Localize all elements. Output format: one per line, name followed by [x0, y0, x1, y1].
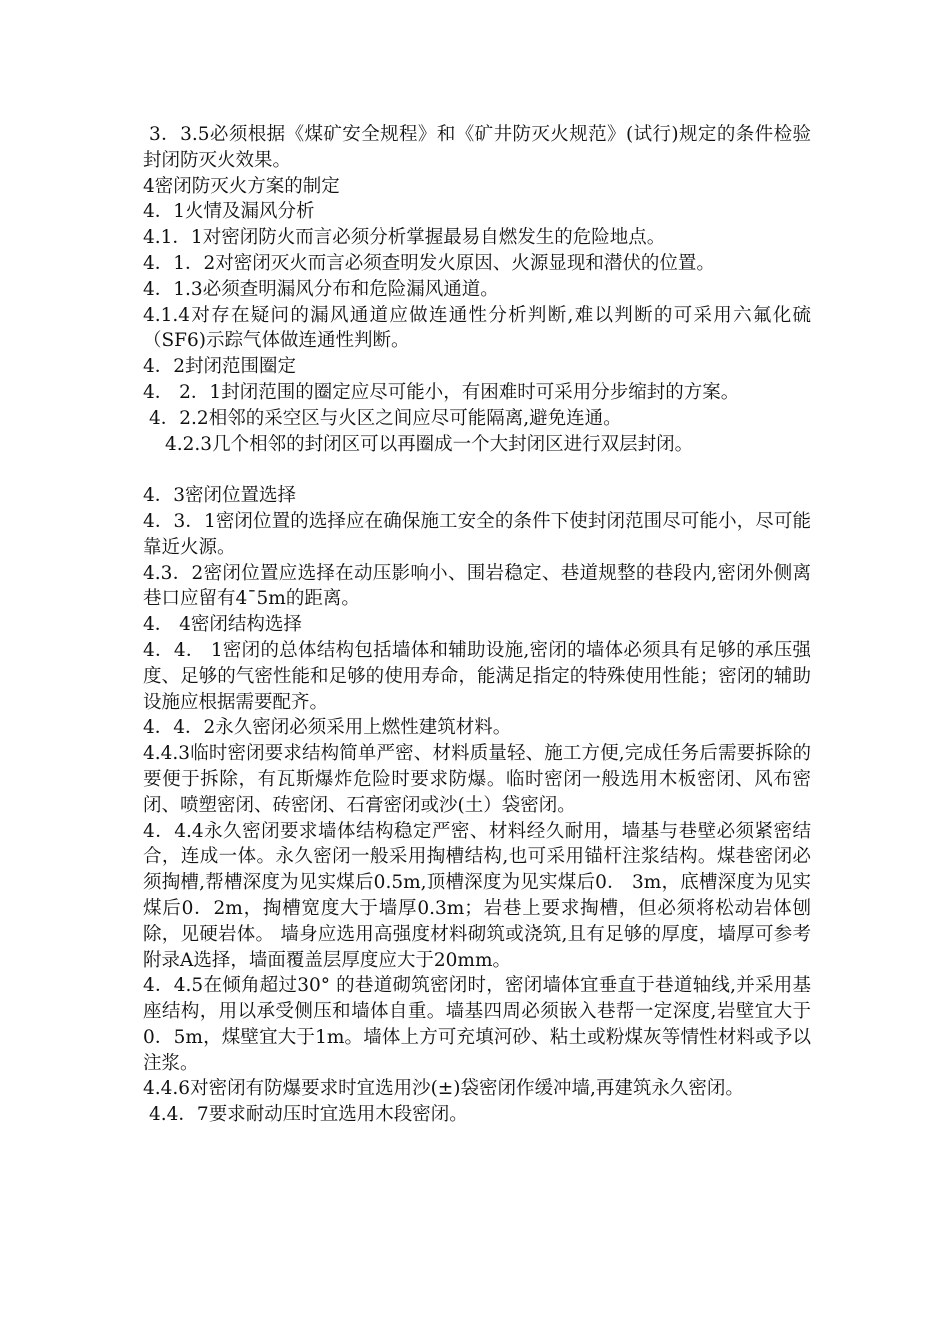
paragraph-4-3-1: 4．3．1密闭位置的选择应在确保施工安全的条件下使封闭范围尽可能小，尽可能靠近火源。 [143, 510, 811, 558]
paragraph-4-4-1: 4．4． 1密闭的总体结构包括墙体和辅助设施,密闭的墙体必须具有足够的承压强度、足够的气密性能和足够的使用寿命，能满足指定的特殊使用性能；密闭的辅助设施应根据需要配齐。 [143, 639, 811, 713]
paragraph-4-2-1: 4． 2．1封闭范围的圈定应尽可能小，有困难时可采用分步缩封的方案。 [143, 381, 740, 403]
paragraph-4-4-4: 4．4.4永久密闭要求墙体结构稳定严密、材料经久耐用，墙基与巷壁必须紧密结合，连成一体。永久密闭一般采用掏槽结构,也可采用锚杆注浆结构。煤巷密闭必须掏槽,帮槽深度为见实煤后0.5m,顶槽深度为见实煤后0． 3m，底槽深度为见实煤后0．2m，掏槽宽度大于墙厚0.3m；岩巷上要求掏槽，但必须将松动岩体刨除，见硬岩体。 墙身应选用高强度材料砌筑或浇筑,且有足够的厚度，墙厚可参考附录A选择，墙面覆盖层厚度应大于20mm。 [143, 820, 811, 971]
paragraph-4-4-2: 4．4．2永久密闭必须采用上燃性建筑材料。 [143, 717, 512, 739]
paragraph-4-1-3: 4．1.3必须查明漏风分布和危险漏风通道。 [143, 278, 499, 300]
paragraph-4-1-4: 4.1.4对存在疑问的漏风通道应做连通性分析判断,难以判断的可采用六氟化硫（SF6)示踪气体做连通性判断。 [143, 304, 811, 352]
heading-4-3: 4．3密闭位置选择 [143, 485, 297, 507]
heading-4-2: 4．2封闭范围圈定 [143, 356, 297, 378]
paragraph-4-2-2: 4．2.2相邻的采空区与火区之间应尽可能隔离,避免连通。 [149, 407, 622, 429]
paragraph-4-2-3: 4.2.3几个相邻的封闭区可以再圈成一个大封闭区进行双层封闭。 [165, 433, 694, 455]
blank-line [143, 457, 811, 483]
paragraph-4-4-6: 4.4.6对密闭有防爆要求时宜选用沙(±)袋密闭作缓冲墙,再建筑永久密闭。 [143, 1078, 744, 1100]
paragraph-3-3-5: 3．3.5必须根据《煤矿安全规程》和《矿井防灭火规范》(试行)规定的条件检验封闭防灭火效果。 [143, 124, 811, 171]
heading-4-1: 4．1火情及漏风分析 [143, 201, 315, 223]
paragraph-4-4-3: 4.4.3临时密闭要求结构简单严密、材料质量轻、施工方便,完成任务后需要拆除的要便于拆除，有瓦斯爆炸危险时要求防爆。临时密闭一般选用木板密闭、风布密闭、喷塑密闭、砖密闭、石膏密闭或沙(土）袋密闭。 [143, 743, 811, 816]
heading-section-4: 4密闭防灭火方案的制定 [143, 175, 340, 197]
heading-4-4: 4． 4密闭结构选择 [143, 614, 302, 636]
paragraph-4-1-1: 4.1．1对密闭防火而言必须分析掌握最易自燃发生的危险地点。 [143, 227, 666, 249]
paragraph-4-1-2: 4．1．2对密闭灭火而言必须查明发火原因、火源显现和潜伏的位置。 [143, 252, 715, 274]
paragraph-4-3-2: 4.3．2密闭位置应选择在动压影响小、围岩稳定、巷道规整的巷段内,密闭外侧离巷口应留有4¯5m的距离。 [143, 562, 811, 610]
paragraph-4-4-7: 4.4．7要求耐动压时宜选用木段密闭。 [149, 1104, 468, 1126]
document-body [143, 122, 811, 1128]
paragraph-4-4-5: 4．4.5在倾角超过30° 的巷道砌筑密闭时，密闭墙体宜垂直于巷道轴线,并采用基座结构，用以承受侧压和墙体自重。墙基四周必须嵌入巷帮一定深度,岩壁宜大于0．5m，煤壁宜大于1m。墙体上方可充填河砂、粘土或粉煤灰等情性材料或予以注浆。 [143, 975, 811, 1074]
